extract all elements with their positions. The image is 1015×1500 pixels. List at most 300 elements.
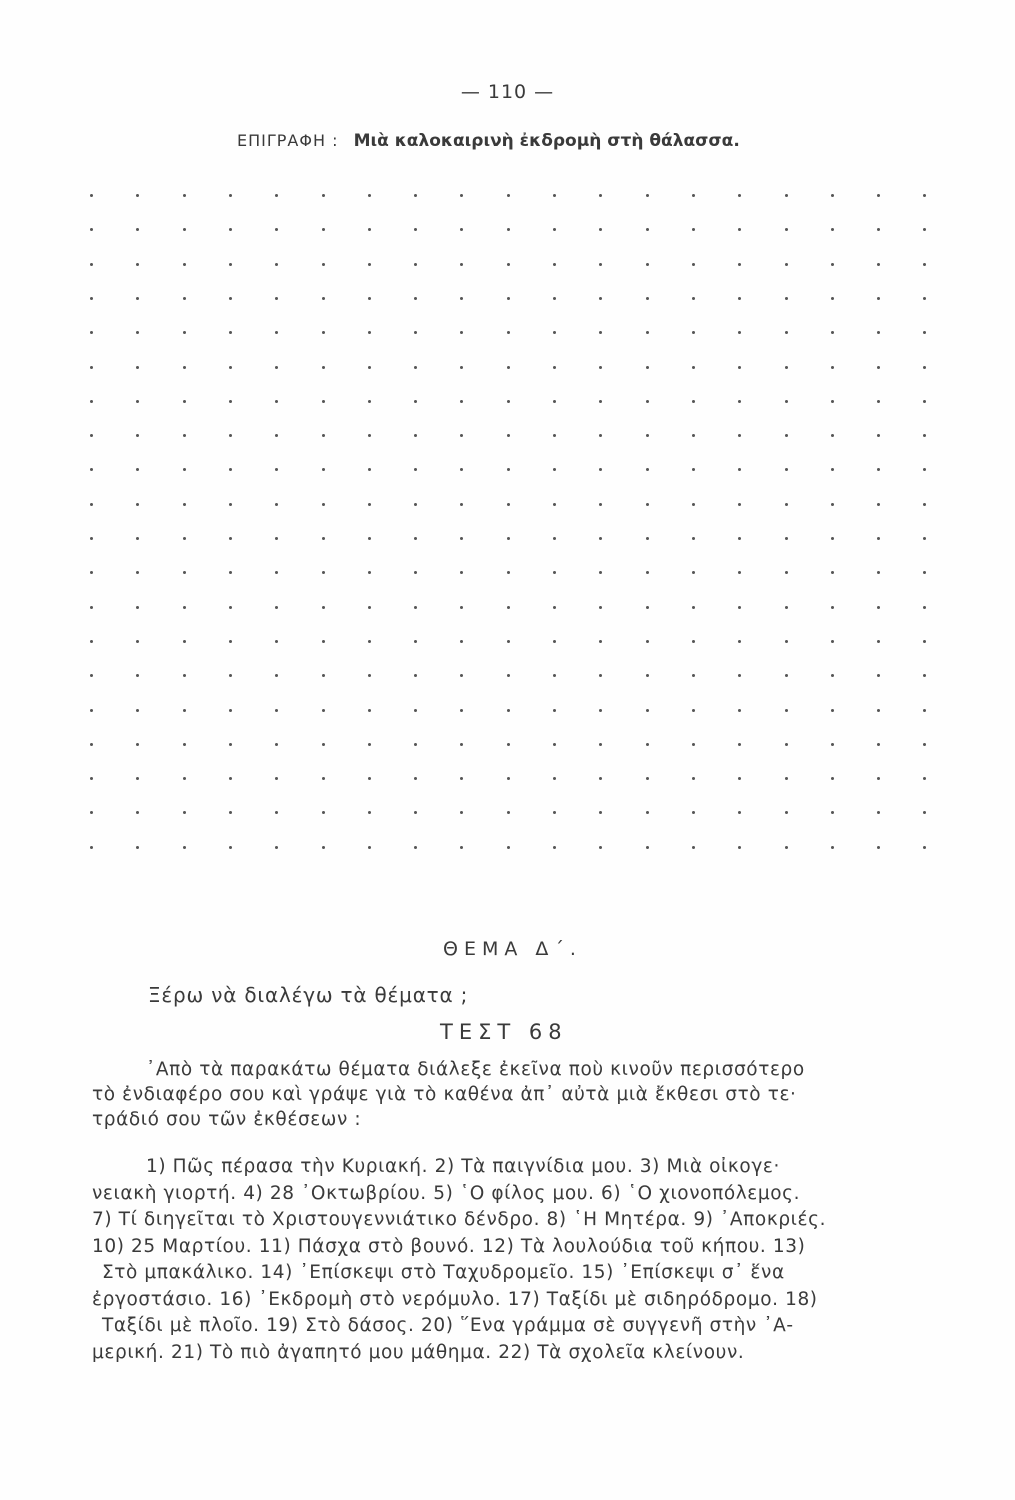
grid-dot — [322, 228, 325, 231]
grid-dot — [646, 743, 649, 746]
grid-dot — [831, 503, 834, 506]
grid-dot — [229, 263, 232, 266]
instructions-line: τὸ ἐνδιαφέρο σου καὶ γράψε γιὰ τὸ καθένα ἀπ᾿ αὐτὰ μιὰ ἔκθεσι στὸ τε· — [92, 1084, 797, 1105]
grid-dot — [460, 571, 463, 574]
grid-dot — [507, 400, 510, 403]
grid-dot — [183, 777, 186, 780]
grid-dot — [553, 777, 556, 780]
grid-dot — [322, 811, 325, 814]
grid-dot — [136, 297, 139, 300]
grid-dot — [136, 503, 139, 506]
grid-dot — [275, 400, 278, 403]
grid-dot — [923, 503, 926, 506]
grid-dot — [877, 571, 880, 574]
grid-dot — [414, 366, 417, 369]
grid-dot — [831, 777, 834, 780]
grid-dot — [229, 194, 232, 197]
grid-dot — [322, 434, 325, 437]
grid-dot — [368, 846, 371, 849]
grid-dot — [923, 571, 926, 574]
grid-dot — [183, 571, 186, 574]
grid-dot — [507, 331, 510, 334]
grid-dot — [831, 263, 834, 266]
grid-dot — [692, 674, 695, 677]
grid-dot — [368, 297, 371, 300]
grid-dot — [877, 400, 880, 403]
grid-dot — [368, 674, 371, 677]
grid-dot — [877, 434, 880, 437]
grid-dot — [692, 263, 695, 266]
grid-dot — [322, 331, 325, 334]
grid-dot — [646, 194, 649, 197]
grid-dot — [923, 400, 926, 403]
grid-dot — [646, 537, 649, 540]
grid-dot — [183, 194, 186, 197]
grid-dot — [692, 743, 695, 746]
grid-dot — [183, 400, 186, 403]
topics-line: Στὸ μπακάλικο. 14) ᾿Επίσκεψι στὸ Ταχυδρομεῖο. 15) ᾿Επίσκεψι σ᾿ ἕνα — [102, 1262, 785, 1283]
grid-dot — [553, 434, 556, 437]
grid-dot — [785, 194, 788, 197]
grid-dot — [414, 400, 417, 403]
grid-dot — [738, 674, 741, 677]
grid-dot — [90, 743, 93, 746]
grid-dot — [414, 434, 417, 437]
grid-dot — [229, 297, 232, 300]
grid-dot — [414, 811, 417, 814]
grid-dot — [692, 400, 695, 403]
grid-dot — [692, 194, 695, 197]
grid-dot — [90, 811, 93, 814]
grid-dot — [136, 674, 139, 677]
grid-dot — [692, 331, 695, 334]
grid-dot — [183, 811, 186, 814]
grid-dot — [923, 331, 926, 334]
grid-dot — [692, 366, 695, 369]
grid-dot — [831, 331, 834, 334]
grid-dot — [322, 297, 325, 300]
grid-dot — [599, 400, 602, 403]
grid-dot — [785, 366, 788, 369]
grid-dot — [414, 263, 417, 266]
grid-dot — [553, 468, 556, 471]
grid-dot — [785, 606, 788, 609]
grid-dot — [599, 503, 602, 506]
grid-dot — [136, 263, 139, 266]
instructions-line: ᾿Απὸ τὰ παρακάτω θέματα διάλεξε ἐκεῖνα ποὺ κινοῦν περισσότερο — [146, 1059, 805, 1080]
grid-dot — [646, 228, 649, 231]
grid-dot — [738, 640, 741, 643]
grid-dot — [136, 194, 139, 197]
grid-dot — [136, 366, 139, 369]
grid-dot — [923, 194, 926, 197]
grid-dot — [785, 640, 788, 643]
grid-dot — [229, 640, 232, 643]
grid-dot — [322, 537, 325, 540]
heading-label: ΕΠΙΓΡΑΦΗ : — [237, 131, 339, 150]
grid-dot — [460, 537, 463, 540]
grid-dot — [368, 606, 371, 609]
grid-dot — [599, 434, 602, 437]
grid-dot — [599, 263, 602, 266]
grid-dot — [923, 811, 926, 814]
grid-dot — [460, 297, 463, 300]
grid-dot — [90, 674, 93, 677]
grid-dot — [599, 674, 602, 677]
grid-dot — [599, 297, 602, 300]
grid-dot — [831, 606, 834, 609]
grid-dot — [90, 194, 93, 197]
grid-dot — [507, 228, 510, 231]
grid-dot — [738, 228, 741, 231]
grid-dot — [553, 571, 556, 574]
grid-dot — [507, 640, 510, 643]
grid-dot — [136, 331, 139, 334]
grid-dot — [738, 777, 741, 780]
grid-dot — [553, 331, 556, 334]
grid-dot — [785, 400, 788, 403]
grid-dot — [785, 263, 788, 266]
grid-dot — [785, 846, 788, 849]
grid-dot — [831, 194, 834, 197]
grid-dot — [368, 366, 371, 369]
grid-dot — [322, 777, 325, 780]
grid-dot — [553, 297, 556, 300]
grid-dot — [136, 400, 139, 403]
grid-dot — [785, 468, 788, 471]
grid-dot — [923, 468, 926, 471]
grid-dot — [275, 228, 278, 231]
grid-dot — [831, 640, 834, 643]
grid-dot — [599, 366, 602, 369]
grid-dot — [414, 743, 417, 746]
grid-dot — [136, 228, 139, 231]
grid-dot — [275, 263, 278, 266]
grid-dot — [414, 674, 417, 677]
grid-dot — [738, 400, 741, 403]
grid-dot — [275, 743, 278, 746]
grid-dot — [646, 571, 649, 574]
grid-dot — [90, 709, 93, 712]
grid-dot — [692, 709, 695, 712]
grid-dot — [923, 537, 926, 540]
grid-dot — [229, 606, 232, 609]
grid-dot — [414, 777, 417, 780]
grid-dot — [923, 366, 926, 369]
grid-dot — [877, 331, 880, 334]
grid-dot — [136, 468, 139, 471]
grid-dot — [507, 297, 510, 300]
grid-dot — [275, 571, 278, 574]
grid-dot — [877, 263, 880, 266]
page-number: — 110 — — [460, 81, 555, 103]
grid-dot — [460, 263, 463, 266]
grid-dot — [923, 674, 926, 677]
grid-dot — [877, 674, 880, 677]
grid-dot — [90, 468, 93, 471]
grid-dot — [414, 228, 417, 231]
grid-dot — [229, 846, 232, 849]
grid-dot — [183, 640, 186, 643]
grid-dot — [553, 709, 556, 712]
grid-dot — [923, 846, 926, 849]
grid-dot — [692, 640, 695, 643]
grid-dot — [229, 400, 232, 403]
grid-dot — [553, 811, 556, 814]
heading-title: Μιὰ καλοκαιρινὴ ἐκδρομὴ στὴ θάλασσα. — [353, 131, 740, 151]
grid-dot — [553, 846, 556, 849]
grid-dot — [692, 503, 695, 506]
grid-dot — [136, 743, 139, 746]
grid-dot — [831, 846, 834, 849]
grid-dot — [599, 194, 602, 197]
grid-dot — [646, 846, 649, 849]
grid-dot — [229, 743, 232, 746]
grid-dot — [785, 743, 788, 746]
grid-dot — [553, 743, 556, 746]
grid-dot — [322, 606, 325, 609]
grid-dot — [414, 331, 417, 334]
grid-dot — [368, 468, 371, 471]
grid-dot — [785, 503, 788, 506]
grid-dot — [322, 366, 325, 369]
grid-dot — [877, 468, 880, 471]
grid-dot — [599, 606, 602, 609]
grid-dot — [275, 366, 278, 369]
grid-dot — [553, 194, 556, 197]
grid-dot — [646, 674, 649, 677]
grid-dot — [275, 537, 278, 540]
grid-dot — [923, 709, 926, 712]
grid-dot — [553, 263, 556, 266]
grid-dot — [831, 468, 834, 471]
grid-dot — [90, 297, 93, 300]
grid-dot — [923, 263, 926, 266]
grid-dot — [831, 366, 834, 369]
grid-dot — [738, 468, 741, 471]
grid-dot — [322, 400, 325, 403]
grid-dot — [692, 468, 695, 471]
grid-dot — [738, 331, 741, 334]
grid-dot — [646, 468, 649, 471]
grid-dot — [322, 468, 325, 471]
grid-dot — [183, 468, 186, 471]
topics-line: νειακὴ γιορτή. 4) 28 ᾿Οκτωβρίου. 5) ῾Ο φίλος μου. 6) ῾Ο χιονοπόλεμος. — [92, 1182, 801, 1204]
grid-dot — [507, 468, 510, 471]
grid-dot — [229, 571, 232, 574]
grid-dot — [599, 537, 602, 540]
grid-dot — [785, 571, 788, 574]
grid-dot — [507, 263, 510, 266]
grid-dot — [183, 606, 186, 609]
grid-dot — [275, 297, 278, 300]
grid-dot — [507, 846, 510, 849]
grid-dot — [692, 434, 695, 437]
grid-dot — [831, 537, 834, 540]
test-label: ΤΕΣΤ 68 — [440, 1020, 568, 1044]
grid-dot — [738, 263, 741, 266]
grid-dot — [229, 777, 232, 780]
grid-dot — [322, 743, 325, 746]
grid-dot — [738, 194, 741, 197]
grid-dot — [507, 537, 510, 540]
grid-dot — [275, 674, 278, 677]
grid-dot — [90, 777, 93, 780]
grid-dot — [229, 434, 232, 437]
topics-line: 7) Τί διηγεῖται τὸ Χριστουγεννιάτικο δένδρο. 8) ῾Η Μητέρα. 9) ᾿Αποκριές. — [92, 1209, 827, 1230]
grid-dot — [414, 468, 417, 471]
grid-dot — [923, 640, 926, 643]
grid-dot — [90, 640, 93, 643]
grid-dot — [322, 194, 325, 197]
grid-dot — [183, 846, 186, 849]
grid-dot — [136, 571, 139, 574]
grid-dot — [414, 297, 417, 300]
grid-dot — [460, 400, 463, 403]
grid-dot — [877, 811, 880, 814]
grid-dot — [553, 400, 556, 403]
grid-dot — [460, 434, 463, 437]
grid-dot — [599, 846, 602, 849]
grid-dot — [322, 846, 325, 849]
topics-line: ἐργοστάσιο. 16) ᾿Εκδρομὴ στὸ νερόμυλο. 17) Ταξίδι μὲ σιδηρόδρομο. 18) — [92, 1288, 818, 1310]
grid-dot — [553, 228, 556, 231]
grid-dot — [553, 640, 556, 643]
grid-dot — [460, 194, 463, 197]
grid-dot — [738, 709, 741, 712]
grid-dot — [414, 709, 417, 712]
grid-dot — [229, 674, 232, 677]
grid-dot — [322, 640, 325, 643]
grid-dot — [877, 194, 880, 197]
grid-dot — [738, 366, 741, 369]
grid-dot — [275, 606, 278, 609]
grid-dot — [275, 331, 278, 334]
grid-dot — [785, 674, 788, 677]
topics-line: 1) Πῶς πέρασα τὴν Κυριακή. 2) Τὰ παιγνίδια μου. 3) Μιὰ οἰκογε· — [146, 1156, 780, 1177]
grid-dot — [414, 194, 417, 197]
grid-dot — [460, 503, 463, 506]
grid-dot — [877, 297, 880, 300]
grid-dot — [322, 503, 325, 506]
grid-dot — [785, 297, 788, 300]
grid-dot — [275, 640, 278, 643]
grid-dot — [460, 331, 463, 334]
grid-dot — [460, 674, 463, 677]
grid-dot — [646, 709, 649, 712]
topics-line: 10) 25 Μαρτίου. 11) Πάσχα στὸ βουνό. 12) Τὰ λουλούδια τοῦ κήπου. 13) — [92, 1235, 806, 1257]
grid-dot — [877, 606, 880, 609]
grid-dot — [507, 674, 510, 677]
grid-dot — [136, 434, 139, 437]
grid-dot — [275, 709, 278, 712]
grid-dot — [831, 571, 834, 574]
grid-dot — [414, 503, 417, 506]
grid-dot — [738, 846, 741, 849]
grid-dot — [90, 400, 93, 403]
grid-dot — [923, 297, 926, 300]
grid-dot — [507, 571, 510, 574]
grid-dot — [460, 811, 463, 814]
grid-dot — [599, 228, 602, 231]
grid-dot — [507, 709, 510, 712]
grid-dot — [183, 674, 186, 677]
grid-dot — [90, 503, 93, 506]
grid-dot — [831, 400, 834, 403]
grid-dot — [460, 777, 463, 780]
grid-dot — [229, 468, 232, 471]
grid-dot — [738, 434, 741, 437]
grid-dot — [368, 640, 371, 643]
grid-dot — [322, 263, 325, 266]
grid-dot — [785, 228, 788, 231]
grid-dot — [90, 331, 93, 334]
grid-dot — [785, 331, 788, 334]
grid-dot — [507, 743, 510, 746]
grid-dot — [229, 503, 232, 506]
grid-dot — [414, 537, 417, 540]
grid-dot — [322, 571, 325, 574]
topics-paragraph — [92, 1154, 925, 1366]
grid-dot — [877, 709, 880, 712]
grid-dot — [368, 228, 371, 231]
grid-dot — [599, 743, 602, 746]
grid-dot — [831, 228, 834, 231]
grid-dot — [646, 297, 649, 300]
instructions-line: τράδιό σου τῶν ἐκθέσεων : — [92, 1109, 362, 1130]
grid-dot — [738, 811, 741, 814]
grid-dot — [460, 846, 463, 849]
grid-dot — [460, 640, 463, 643]
grid-dot — [90, 434, 93, 437]
grid-dot — [877, 537, 880, 540]
grid-dot — [877, 743, 880, 746]
grid-dot — [368, 400, 371, 403]
grid-dot — [183, 434, 186, 437]
grid-dot — [183, 263, 186, 266]
grid-dot — [923, 777, 926, 780]
grid-dot — [831, 811, 834, 814]
grid-dot — [90, 571, 93, 574]
grid-dot — [183, 537, 186, 540]
grid-dot — [831, 709, 834, 712]
grid-dot — [275, 194, 278, 197]
grid-dot — [692, 846, 695, 849]
instructions-paragraph — [92, 1057, 925, 1132]
grid-dot — [90, 606, 93, 609]
grid-dot — [368, 537, 371, 540]
grid-dot — [553, 537, 556, 540]
grid-dot — [368, 811, 371, 814]
grid-dot — [692, 777, 695, 780]
grid-dot — [831, 674, 834, 677]
grid-dot — [738, 297, 741, 300]
grid-dot — [414, 846, 417, 849]
grid-dot — [646, 400, 649, 403]
grid-dot — [646, 503, 649, 506]
theme-title: ΘΕΜΑ Δ΄. — [443, 938, 582, 960]
grid-dot — [414, 571, 417, 574]
dotted-writing-area — [90, 194, 930, 874]
grid-dot — [136, 811, 139, 814]
grid-dot — [553, 674, 556, 677]
grid-dot — [646, 366, 649, 369]
grid-dot — [599, 640, 602, 643]
grid-dot — [90, 537, 93, 540]
grid-dot — [507, 606, 510, 609]
grid-dot — [553, 503, 556, 506]
grid-dot — [507, 777, 510, 780]
